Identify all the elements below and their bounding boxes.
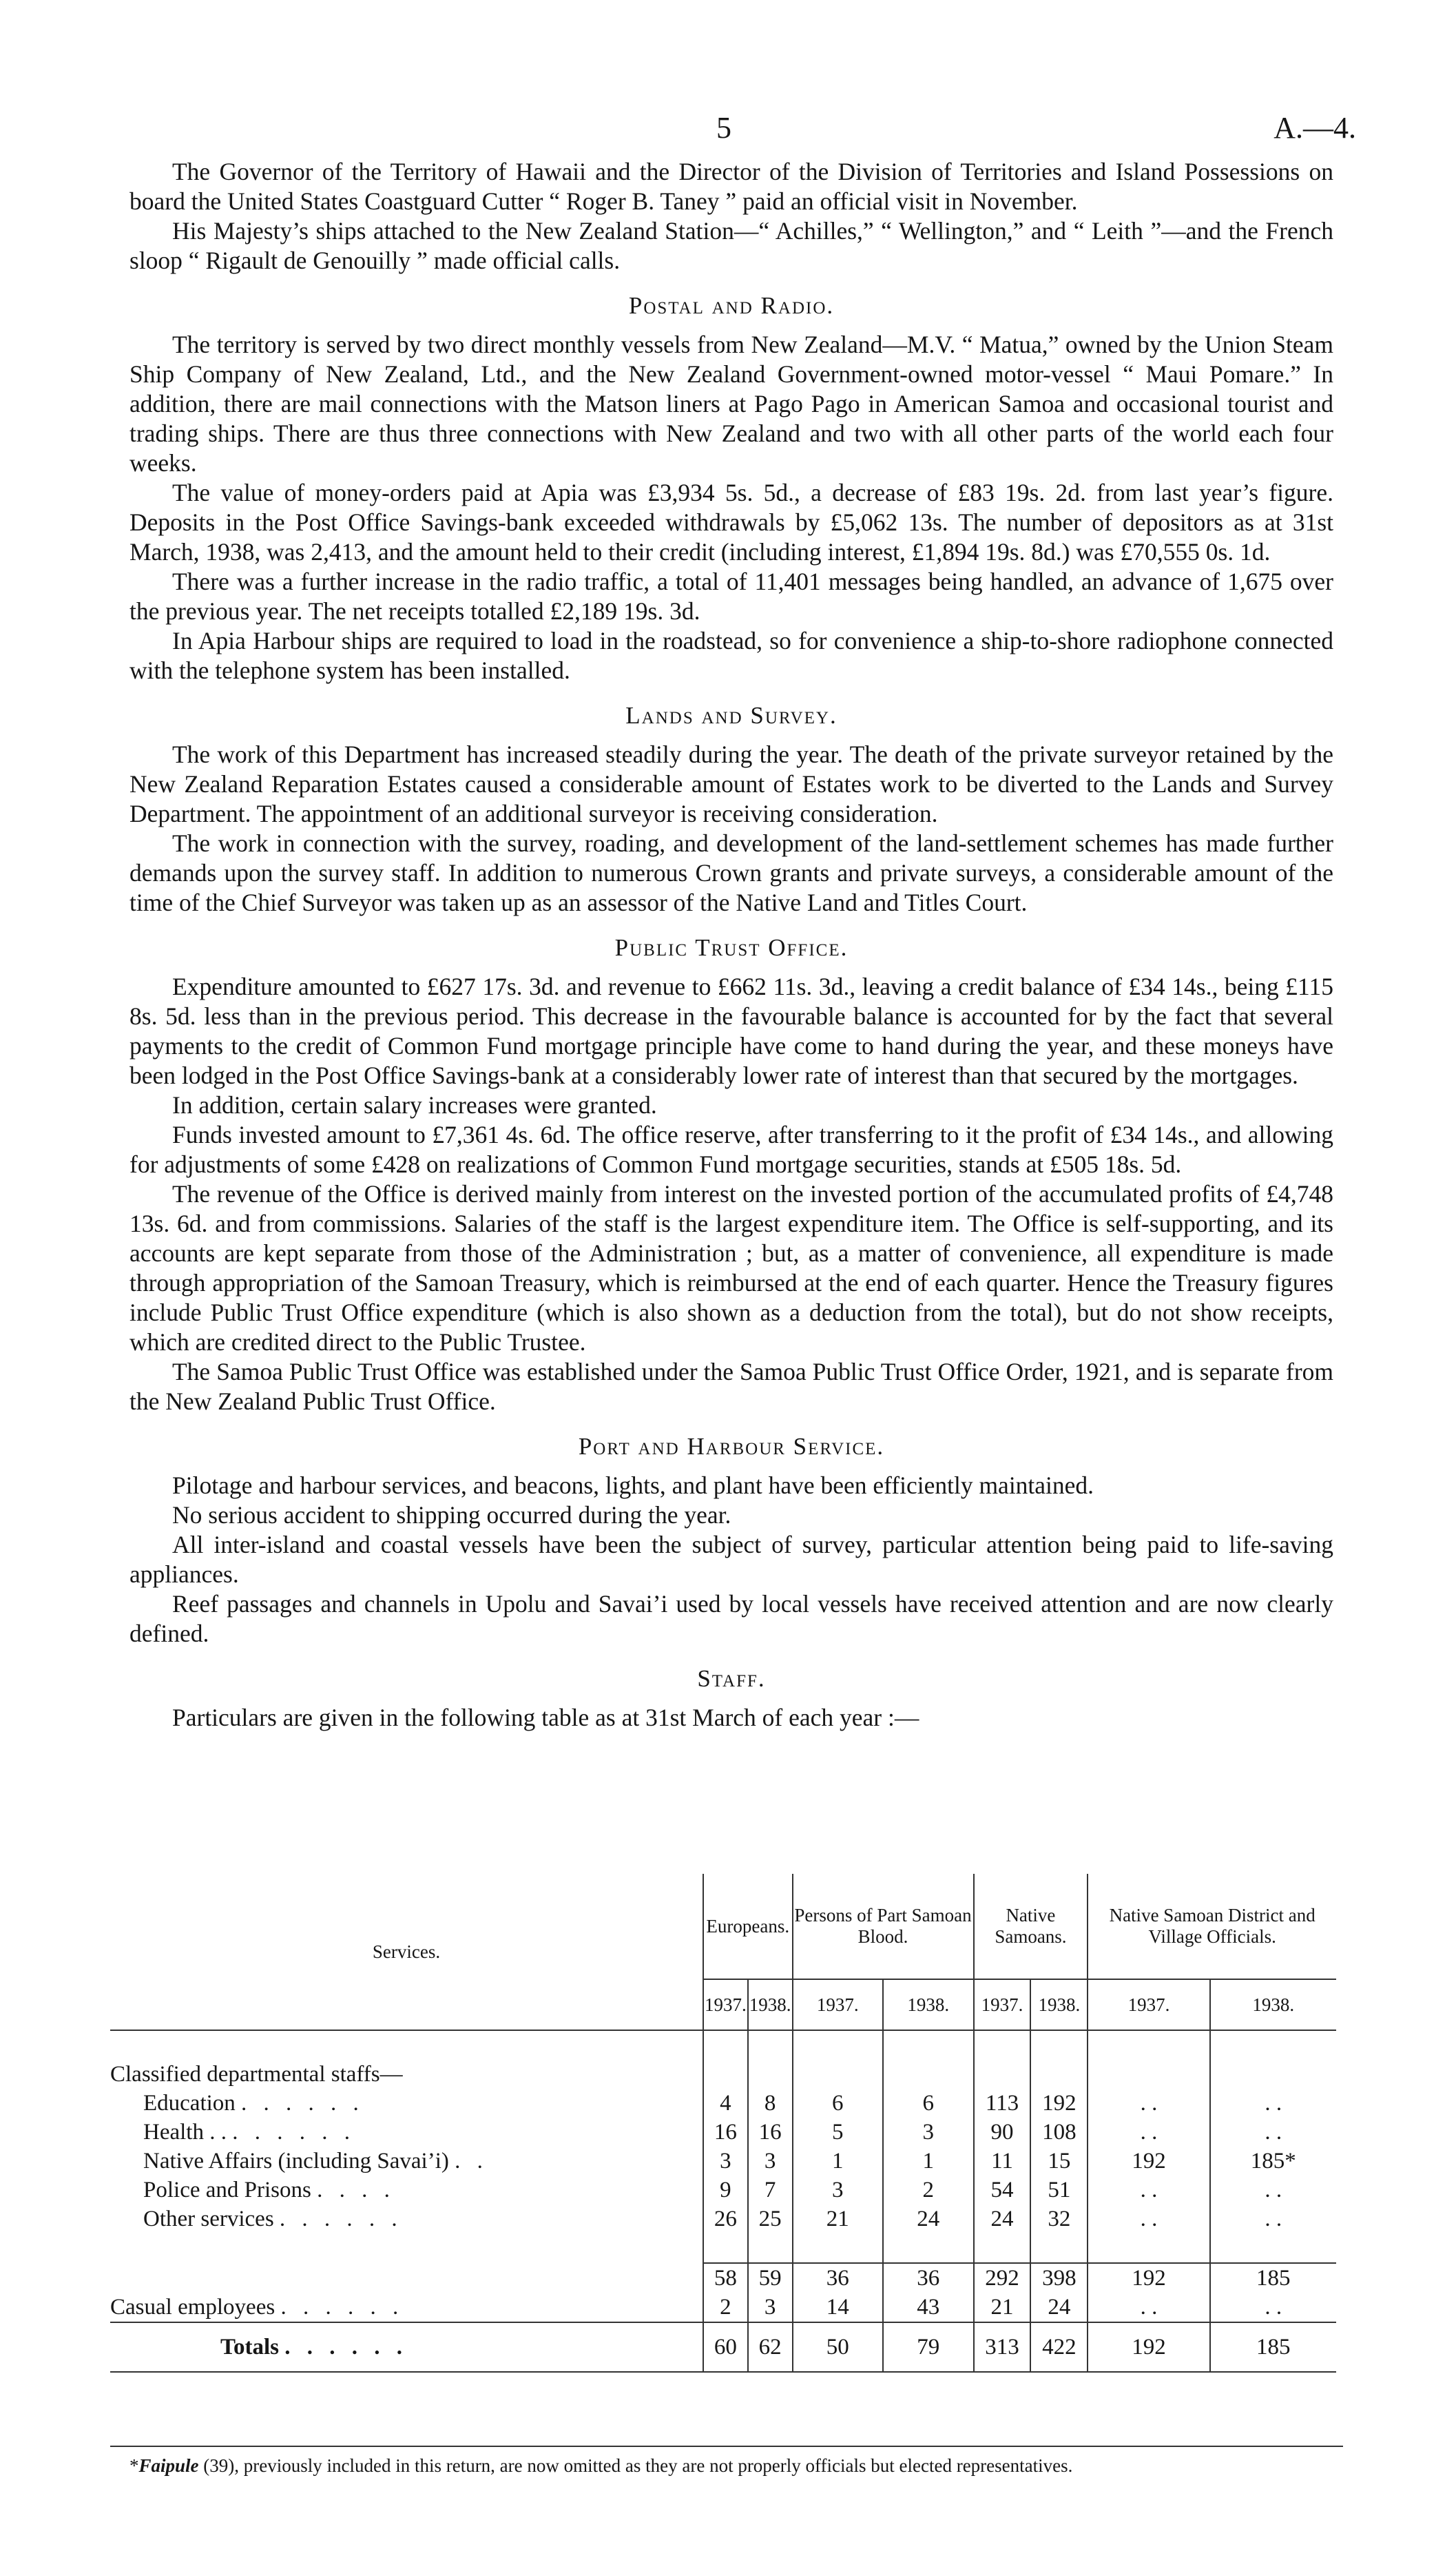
table-row bbox=[110, 2089, 1336, 2118]
dot-leader: . . . . . . bbox=[279, 2206, 403, 2231]
service-label-cell bbox=[110, 2147, 703, 2176]
paragraph: The revenue of the Office is derived mainly from interest on the invested portion of the accumulated profits of £4,748 13s. 6d. and from commissions. Salaries of the staff is the largest expenditure item. The Office is self-supporting, and its accounts are kept separate from those of the Administration ; but, as a matter of convenience, all expenditure is made through appropriation of the Samoan Treasury, which is reimbursed at the end of each quarter. Hence the Treasury figures include Public Trust Office expenditure (which is also shown as a deduction from the total), but do not show receipts, which are credited direct to the Public Trustee. bbox=[129, 1180, 1333, 1356]
table-cell: 25 bbox=[748, 2205, 793, 2233]
paragraph: All inter-island and coastal vessels have been the subject of survey, particular attention being paid to life-saving appliances. bbox=[129, 1531, 1333, 1588]
row-label: Totals bbox=[220, 2334, 279, 2360]
table-cell: 32 bbox=[1030, 2205, 1088, 2233]
subtotal-cell: 58 bbox=[703, 2263, 748, 2293]
table-cell: . . bbox=[1088, 2089, 1209, 2118]
table-cell: . . bbox=[1210, 2205, 1336, 2233]
table-cell: . . bbox=[1210, 2176, 1336, 2205]
group-header: Native Samoan District and Village Officials. bbox=[1088, 1874, 1336, 1979]
row-label: Casual employees bbox=[110, 2294, 275, 2320]
table-cell: 21 bbox=[793, 2205, 884, 2233]
table-cell: 43 bbox=[883, 2293, 974, 2322]
table-cell: 24 bbox=[1030, 2293, 1088, 2322]
classified-rows bbox=[110, 2089, 1336, 2263]
table-row bbox=[110, 2147, 1336, 2176]
subtotal-cell: 59 bbox=[748, 2263, 793, 2293]
dot-leader: . . . . . . bbox=[280, 2294, 404, 2320]
table-cell: 2 bbox=[883, 2176, 974, 2205]
table-cell: 1 bbox=[883, 2147, 974, 2176]
paragraph: The work in connection with the survey, roading, and development of the land-settlement schemes has made further demands upon the survey staff. In addition to numerous Crown grants and private surveys, a considerable amount of the time of the Chief Surveyor was taken up as an assessor of the Native Land and Titles Court. bbox=[129, 829, 1333, 916]
table-cell: . . bbox=[1088, 2293, 1209, 2322]
total-cell: 422 bbox=[1030, 2322, 1088, 2372]
year-header: 1938. bbox=[748, 1979, 793, 2030]
table-cell: . . bbox=[1088, 2205, 1209, 2233]
table-cell: 24 bbox=[974, 2205, 1031, 2233]
dot-leader: . . . . . . bbox=[284, 2334, 408, 2360]
dot-leader: . . . . . . bbox=[241, 2090, 364, 2116]
body-text bbox=[129, 157, 1333, 1733]
spacer-row bbox=[110, 2233, 1336, 2263]
table-cell: 16 bbox=[703, 2118, 748, 2147]
footnote-divider bbox=[110, 2446, 1343, 2447]
paragraph: Funds invested amount to £7,361 4s. 6d. The office reserve, after transferring to it the profit of £34 14s., and allowing for adjustments of some £428 on realizations of Common Fund mortgage securities, stands at £505 18s. 5d. bbox=[129, 1121, 1333, 1178]
table-cell: 6 bbox=[793, 2089, 884, 2118]
table-cell: . . bbox=[1088, 2118, 1209, 2147]
service-label-cell bbox=[110, 2176, 703, 2205]
staff-table-container bbox=[110, 1874, 1336, 2373]
year-header: 1937. bbox=[974, 1979, 1031, 2030]
table-cell: 6 bbox=[883, 2089, 974, 2118]
table-cell: 4 bbox=[703, 2089, 748, 2118]
paragraph: Expenditure amounted to £627 17s. 3d. and revenue to £662 11s. 3d., leaving a credit balance of £34 14s., being £115 8s. 5d. less than in the previous period. This decrease in the favourable balance is accounted for by the fact that several payments to the credit of Common Fund mortgage principle have come to hand during the year, and these moneys have been lodged in the Post Office Savings-bank at a considerably lower rate of interest than that secured by the mortgages. bbox=[129, 973, 1333, 1089]
table-cell: 3 bbox=[793, 2176, 884, 2205]
row-label: Other services bbox=[143, 2206, 274, 2231]
paragraph: Particulars are given in the following table as at 31st March of each year :— bbox=[172, 1704, 919, 1731]
table-row bbox=[110, 2205, 1336, 2233]
table-cell: 24 bbox=[883, 2205, 974, 2233]
service-label-cell bbox=[110, 2089, 703, 2118]
footnote-term: Faipule bbox=[138, 2455, 199, 2476]
total-cell: 50 bbox=[793, 2322, 884, 2372]
row-label: Health . . bbox=[143, 2119, 227, 2145]
table-row bbox=[110, 2060, 1336, 2089]
spacer-row bbox=[110, 2030, 1336, 2060]
paragraph: The Samoa Public Trust Office was established under the Samoa Public Trust Office Order, 1921, and is separate from the New Zealand Public Trust Office. bbox=[129, 1358, 1333, 1415]
group-header: Europeans. bbox=[703, 1874, 793, 1979]
table-cell: 16 bbox=[748, 2118, 793, 2147]
table-cell: 3 bbox=[703, 2147, 748, 2176]
table-cell: 21 bbox=[974, 2293, 1031, 2322]
total-cell: 79 bbox=[883, 2322, 974, 2372]
paragraph: In Apia Harbour ships are required to load in the roadstead, so for convenience a ship-to-shore radiophone connected with the telephone system has been installed. bbox=[129, 627, 1333, 684]
table-cell: 1 bbox=[793, 2147, 884, 2176]
casual-label bbox=[110, 2293, 703, 2322]
paragraph: In addition, certain salary increases were granted. bbox=[172, 1091, 657, 1119]
group-header: Native Samoans. bbox=[974, 1874, 1088, 1979]
table-cell: 5 bbox=[793, 2118, 884, 2147]
table-cell: 2 bbox=[703, 2293, 748, 2322]
table-cell: 192 bbox=[1030, 2089, 1088, 2118]
table-cell: . . bbox=[1210, 2293, 1336, 2322]
table-cell: 54 bbox=[974, 2176, 1031, 2205]
total-cell: 192 bbox=[1088, 2322, 1209, 2372]
year-header: 1937. bbox=[1088, 1979, 1209, 2030]
table-cell: 185* bbox=[1210, 2147, 1336, 2176]
total-cell: 62 bbox=[748, 2322, 793, 2372]
paragraph: Pilotage and harbour services, and beacons, lights, and plant have been efficiently maintained. bbox=[172, 1472, 1094, 1499]
year-header: 1937. bbox=[793, 1979, 884, 2030]
subtotal-cell: 36 bbox=[793, 2263, 884, 2293]
row-label: Police and Prisons bbox=[143, 2177, 311, 2202]
total-cell: 313 bbox=[974, 2322, 1031, 2372]
section-heading-port: Port and Harbour Service. bbox=[578, 1433, 885, 1460]
total-cell: 185 bbox=[1210, 2322, 1336, 2372]
dot-leader: . . bbox=[455, 2148, 488, 2174]
staff-table bbox=[110, 1874, 1336, 2373]
table-cell: 15 bbox=[1030, 2147, 1088, 2176]
section-heading-postal: Postal and Radio. bbox=[628, 292, 835, 319]
subtotal-cell: 36 bbox=[883, 2263, 974, 2293]
table-cell: 11 bbox=[974, 2147, 1031, 2176]
paragraph: Reef passages and channels in Upolu and Savai’i used by local vessels have received attention and are now clearly defined. bbox=[129, 1590, 1333, 1647]
page-number: 5 bbox=[716, 111, 731, 145]
year-header: 1938. bbox=[883, 1979, 974, 2030]
footnote-marker: * bbox=[129, 2455, 139, 2476]
subtotal-row bbox=[110, 2263, 1336, 2293]
section-heading-staff: Staff. bbox=[697, 1665, 766, 1692]
row-label: Education bbox=[143, 2090, 236, 2116]
table-cell: 7 bbox=[748, 2176, 793, 2205]
table-cell: . . bbox=[1210, 2118, 1336, 2147]
paragraph: No serious accident to shipping occurred during the year. bbox=[172, 1501, 731, 1529]
paragraph: There was a further increase in the radio traffic, a total of 11,401 messages being handled, an advance of 1,675 over the previous year. The net receipts totalled £2,189 19s. 3d. bbox=[129, 568, 1333, 625]
table-cell: 8 bbox=[748, 2089, 793, 2118]
year-header: 1938. bbox=[1030, 1979, 1088, 2030]
table-cell: 3 bbox=[748, 2147, 793, 2176]
table-cell: 26 bbox=[703, 2205, 748, 2233]
paragraph: The Governor of the Territory of Hawaii and the Director of the Division of Territories and Island Possessions on board the United States Coastguard Cutter “ Roger B. Taney ” paid an official visit in November. bbox=[129, 158, 1333, 215]
year-header: 1938. bbox=[1210, 1979, 1336, 2030]
table-cell: 108 bbox=[1030, 2118, 1088, 2147]
row-label: Native Affairs (including Savai’i) bbox=[143, 2148, 449, 2174]
table-row bbox=[110, 2176, 1336, 2205]
table-cell: 9 bbox=[703, 2176, 748, 2205]
paragraph: The value of money-orders paid at Apia was £3,934 5s. 5d., a decrease of £83 19s. 2d. from last year’s figure. Deposits in the Post Office Savings-bank exceeded withdrawals by £5,062 13s. The number of depositors as at 31st March, 1938, was 2,413, and the amount held to their credit (including interest, £1,894 19s. 8d.) was £70,555 0s. 1d. bbox=[129, 479, 1333, 566]
footnote-text: (39), previously included in this return, are now omitted as they are not properly officials but elected representatives. bbox=[198, 2455, 1073, 2476]
table-cell: 14 bbox=[793, 2293, 884, 2322]
paragraph: His Majesty’s ships attached to the New Zealand Station—“ Achilles,” “ Wellington,” and “ Leith ”—and the French sloop “ Rigault de Genouilly ” made official calls. bbox=[129, 217, 1333, 274]
table-cell: 113 bbox=[974, 2089, 1031, 2118]
table-cell: . . bbox=[1210, 2089, 1336, 2118]
dot-leader: . . . . . . bbox=[232, 2119, 355, 2145]
paragraph: The territory is served by two direct monthly vessels from New Zealand—M.V. “ Matua,” owned by the Union Steam Ship Company of New Zealand, Ltd., and the New Zealand Government-owned motor-vessel “ Maui Pomare.” In addition, there are mail connections with the Matson liners at Pago Pago in American Samoa and occasional tourist and trading ships. There are thus three connections with New Zealand and two with all other parts of the world each four weeks. bbox=[129, 331, 1333, 477]
footnote bbox=[129, 2455, 1328, 2477]
table-cell: 192 bbox=[1088, 2147, 1209, 2176]
table-cell: 90 bbox=[974, 2118, 1031, 2147]
services-header: Services. bbox=[372, 1941, 441, 1962]
subtotal-cell: 192 bbox=[1088, 2263, 1209, 2293]
subtotal-cell: 185 bbox=[1210, 2263, 1336, 2293]
section-heading-lands: Lands and Survey. bbox=[625, 702, 838, 729]
totals-row bbox=[110, 2322, 1336, 2372]
table-cell: 3 bbox=[883, 2118, 974, 2147]
page-header bbox=[0, 110, 1456, 152]
totals-label bbox=[110, 2322, 703, 2372]
year-header: 1937. bbox=[703, 1979, 748, 2030]
paragraph: The work of this Department has increased steadily during the year. The death of the private surveyor retained by the New Zealand Reparation Estates caused a considerable amount of Estates work to be diverted to the Lands and Survey Department. The appointment of an additional surveyor is receiving consideration. bbox=[129, 741, 1333, 827]
subtotal-cell: 292 bbox=[974, 2263, 1031, 2293]
table-group-header bbox=[110, 1874, 1336, 1979]
group-header: Persons of Part Samoan Blood. bbox=[793, 1874, 974, 1979]
dot-leader: . . . . bbox=[317, 2177, 395, 2202]
total-cell: 60 bbox=[703, 2322, 748, 2372]
casual-row bbox=[110, 2293, 1336, 2322]
table-cell: . . bbox=[1088, 2176, 1209, 2205]
classified-heading: Classified departmental staffs— bbox=[110, 2061, 403, 2087]
document-reference: A.—4. bbox=[1273, 111, 1356, 145]
service-label-cell bbox=[110, 2205, 703, 2233]
subtotal-cell: 398 bbox=[1030, 2263, 1088, 2293]
service-label-cell bbox=[110, 2118, 703, 2147]
section-heading-public-trust: Public Trust Office. bbox=[614, 934, 849, 961]
table-cell: 51 bbox=[1030, 2176, 1088, 2205]
table-row bbox=[110, 2118, 1336, 2147]
table-cell: 3 bbox=[748, 2293, 793, 2322]
